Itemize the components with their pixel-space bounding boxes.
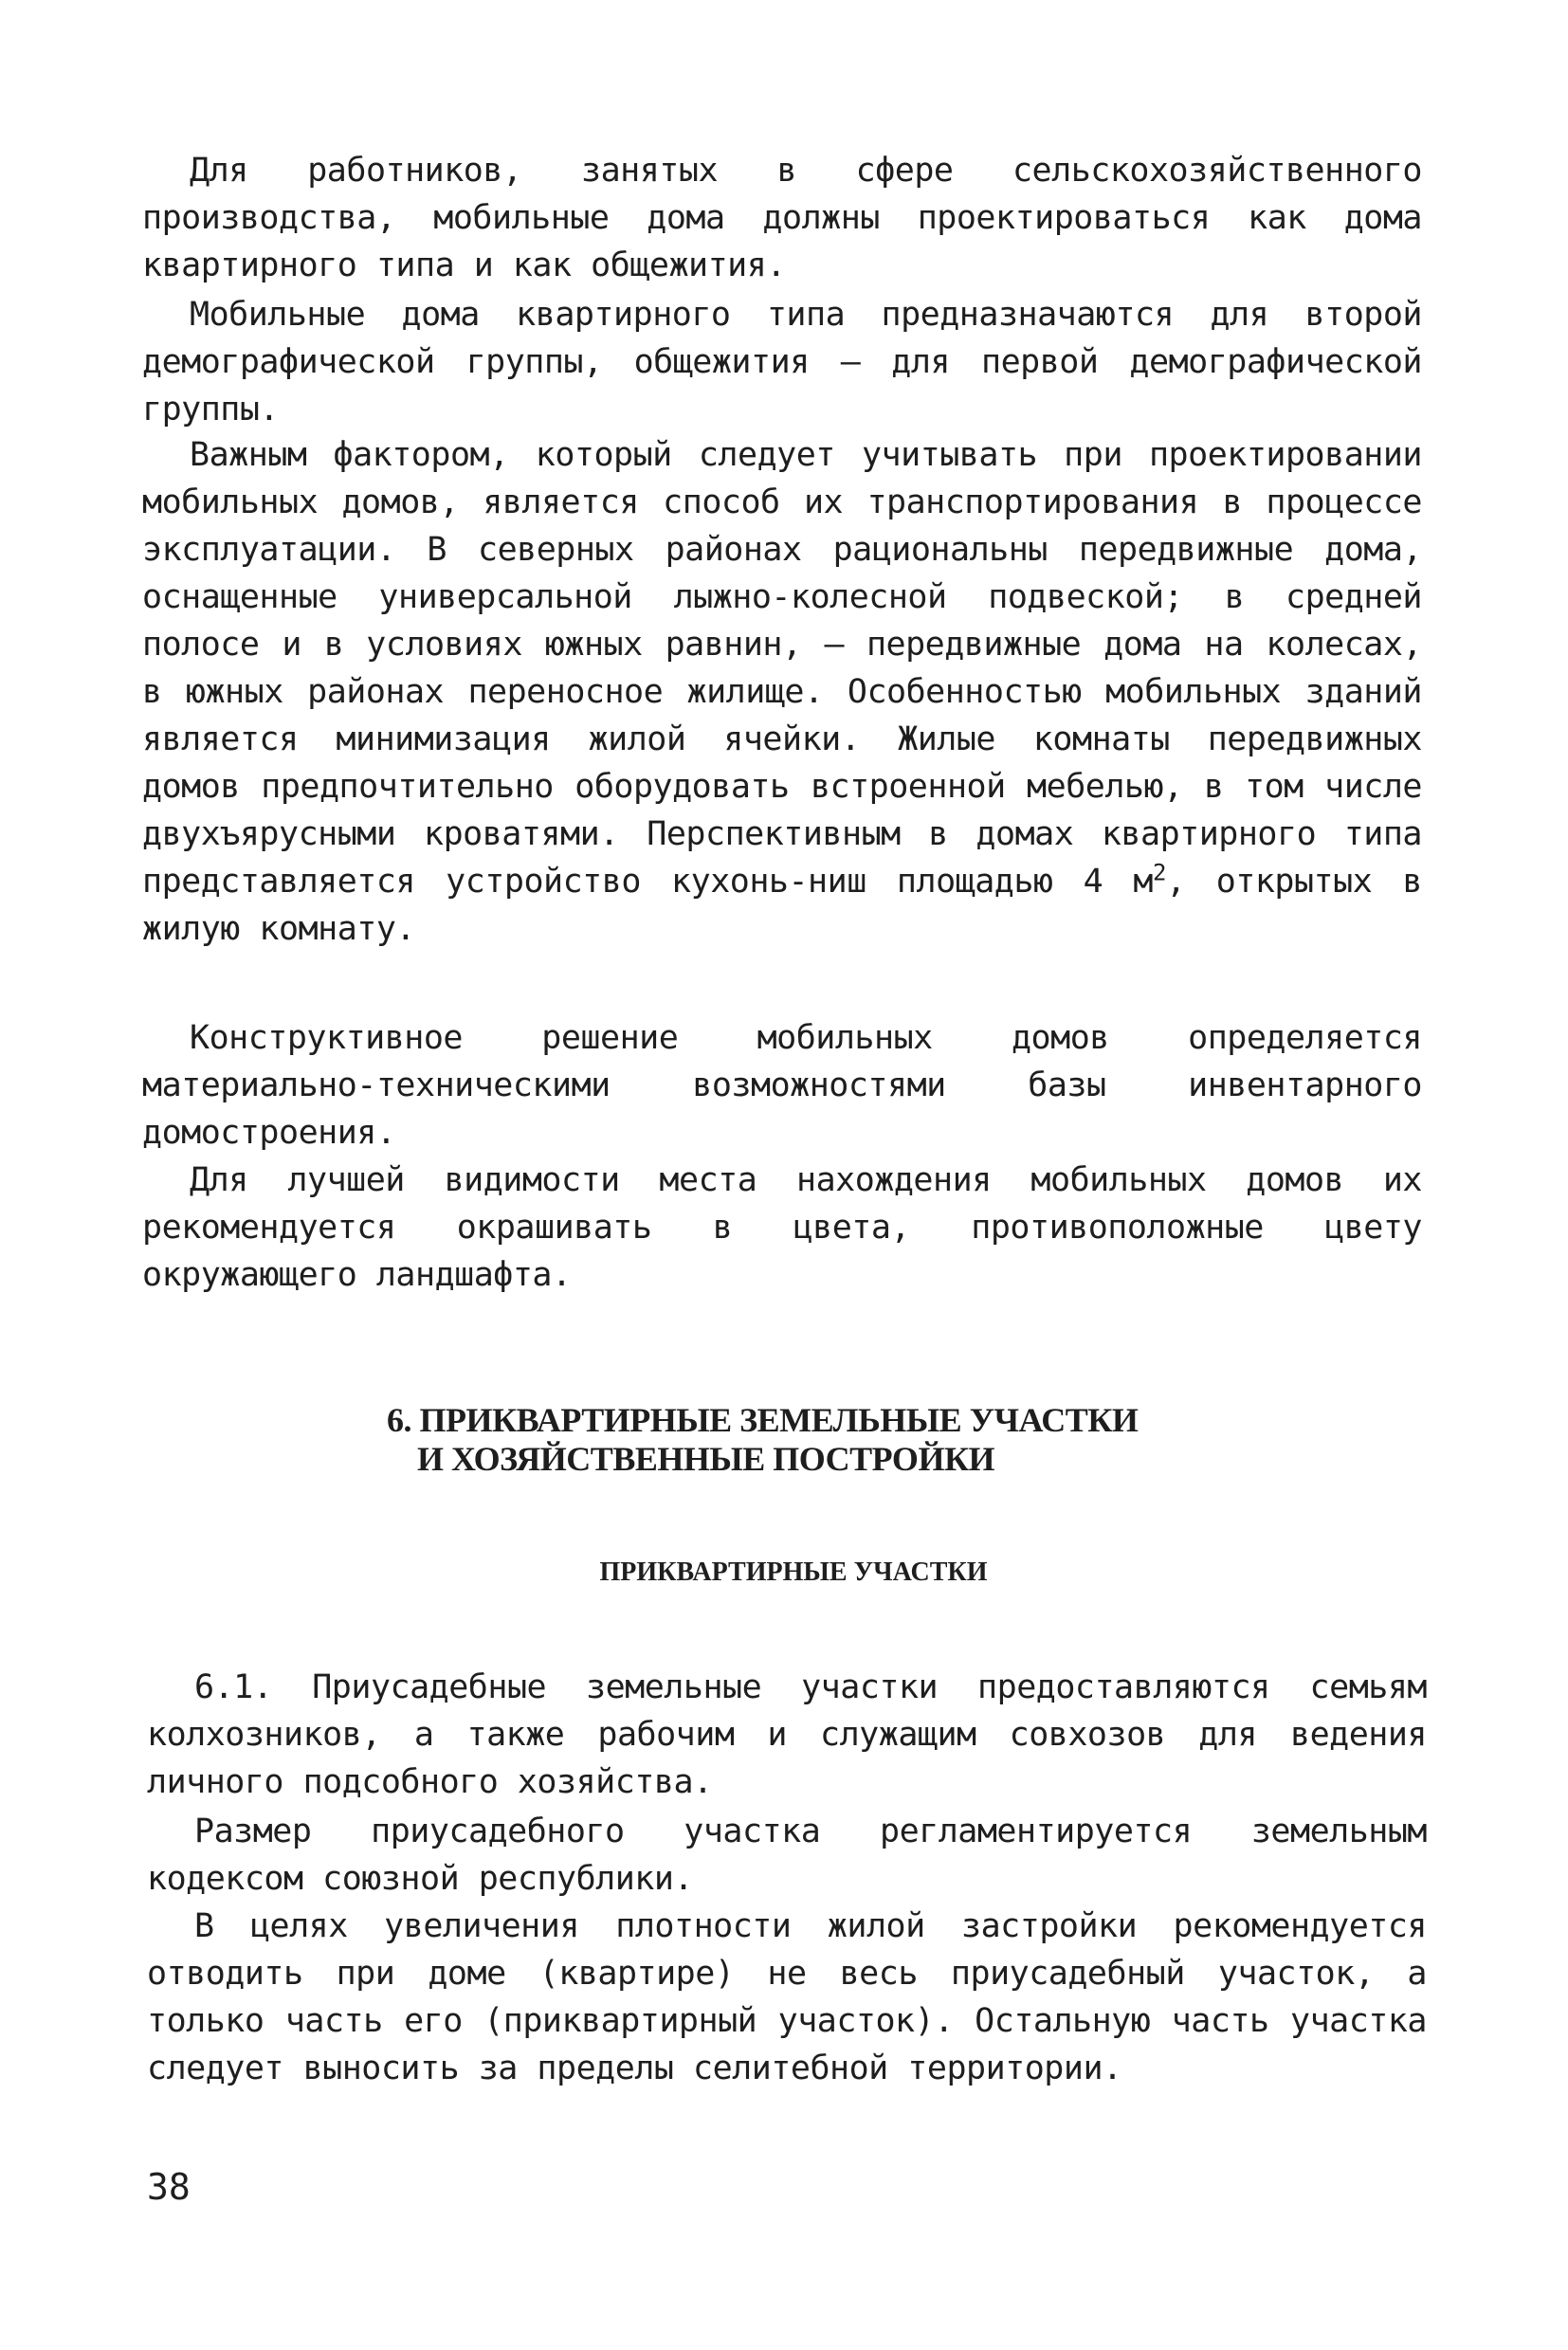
paragraph-visibility: Для лучшей видимости места нахождения мобильных домов их рекомендуется окрашивать в цвета, противоположные цвету окружающего ландшафта. [142, 1161, 1422, 1294]
section-subtitle: ПРИКВАРТИРНЫЕ УЧАСТКИ [599, 1558, 988, 1587]
paragraph-transport-end: , открытых в жилую комнату. [142, 863, 1422, 948]
section-title-line-2: И ХОЗЯЙСТВЕННЫЕ ПОСТРОЙКИ [417, 1440, 995, 1478]
section-title-line-1: 6. ПРИКВАРТИРНЫЕ ЗЕМЕЛЬНЫЕ УЧАСТКИ [387, 1401, 1139, 1439]
paragraph-plot-size: Размер приусадебного участка регламентируется земельным кодексом союзной республики. [147, 1813, 1427, 1898]
page-number: 38 [147, 2166, 191, 2208]
paragraph-transport-factor [142, 431, 1422, 953]
paragraph-workers-housing: Для работников, занятых в сфере сельскохозяйственного производства, мобильные дома должны проектироваться как дома квартирного типа и как общежития. [142, 152, 1422, 284]
paragraph-transport-text: Важным фактором, который следует учитывать при проектировании мобильных домов, является способ их транспортирования в процессе эксплуатации. В северных районах рациональны передвижные дома, оснащенные универсальной лыжно-колесной подвеской; в средней полосе и в условиях южных равнин, – передвижные дома на колесах, в южных районах переносное жилище. Особенностью мобильных зданий является минимизация жилой ячейки. Жилые комнаты передвижных домов предпочтительно оборудовать встроенной мебелью, в том числе двухъярусными кроватями. Перспективным в домах квартирного типа представляется устройство кухонь-ниш площадью 4 [142, 436, 1422, 901]
paragraph-construction: Конструктивное решение мобильных домов определяется материально-техническими возможностями базы инвентарного домостроения. [142, 1019, 1422, 1152]
area-unit: м [1133, 863, 1153, 901]
paragraph-density: В целях увеличения плотности жилой застройки рекомендуется отводить при доме (квартире) не весь приусадебный участок, а только часть его (приквартирный участок). Остальную часть участка следует выносить за пределы селитебной территории. [147, 1907, 1427, 2087]
paragraph-housing-types: Мобильные дома квартирного типа предназначаются для второй демографической группы, общежития – для первой демографической группы. [142, 296, 1422, 428]
area-unit-exponent: 2 [1153, 859, 1166, 886]
paragraph-6-1: 6.1. Приусадебные земельные участки предоставляются семьям колхозников, а также рабочим и служащим совхозов для ведения личного подсобного хозяйства. [147, 1668, 1427, 1801]
